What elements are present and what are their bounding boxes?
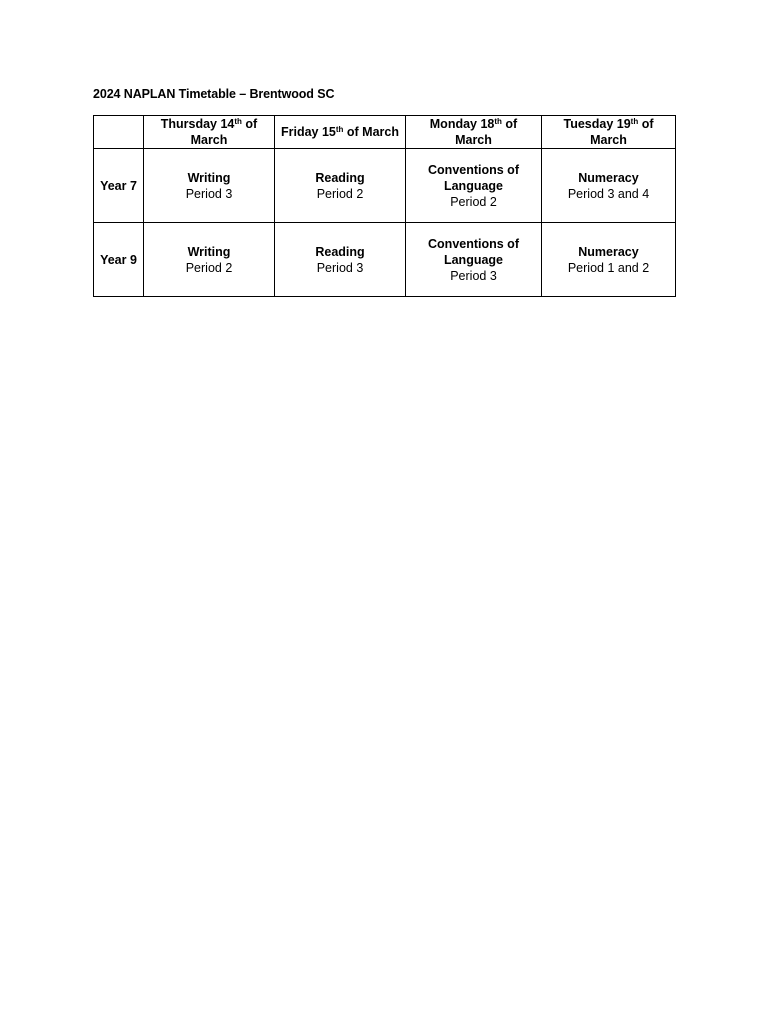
cell-year-7-thursday (144, 149, 275, 223)
period-label: Period 3 (185, 186, 233, 201)
header-row (94, 116, 676, 149)
subject-label: Numeracy (578, 170, 639, 185)
subject-label: Reading (315, 170, 365, 185)
table-row-year-7 (94, 149, 676, 223)
table-row-year-9 (94, 223, 676, 297)
period-label: Period 3 (316, 260, 364, 275)
column-header-thursday: Thursday 14th of March (144, 116, 275, 149)
subject-label: Conventions of Language (428, 236, 519, 267)
column-header-monday: Monday 18th of March (406, 116, 542, 149)
cell-year-9-tuesday (542, 223, 676, 297)
subject-label: Reading (315, 244, 365, 259)
period-label: Period 3 (450, 268, 497, 283)
column-header-tuesday: Tuesday 19th of March (542, 116, 676, 149)
page-title: 2024 NAPLAN Timetable – Brentwood SC (93, 87, 335, 101)
column-header-friday: Friday 15th of March (275, 116, 406, 149)
period-label: Period 1 and 2 (567, 260, 650, 275)
row-header-year-9: Year 9 (94, 223, 144, 297)
row-header-year-7: Year 7 (94, 149, 144, 223)
cell-year-9-thursday (144, 223, 275, 297)
subject-label: Conventions of Language (428, 162, 519, 193)
cell-year-7-friday (275, 149, 406, 223)
period-label: Period 2 (450, 194, 497, 209)
cell-year-7-monday (406, 149, 542, 223)
cell-year-7-tuesday (542, 149, 676, 223)
period-label: Period 2 (185, 260, 233, 275)
subject-label: Numeracy (578, 244, 639, 259)
timetable-table (93, 115, 676, 297)
subject-label: Writing (187, 170, 231, 185)
period-label: Period 3 and 4 (567, 186, 650, 201)
period-label: Period 2 (316, 186, 364, 201)
cell-year-9-monday (406, 223, 542, 297)
corner-cell (94, 116, 144, 149)
cell-year-9-friday (275, 223, 406, 297)
subject-label: Writing (187, 244, 231, 259)
